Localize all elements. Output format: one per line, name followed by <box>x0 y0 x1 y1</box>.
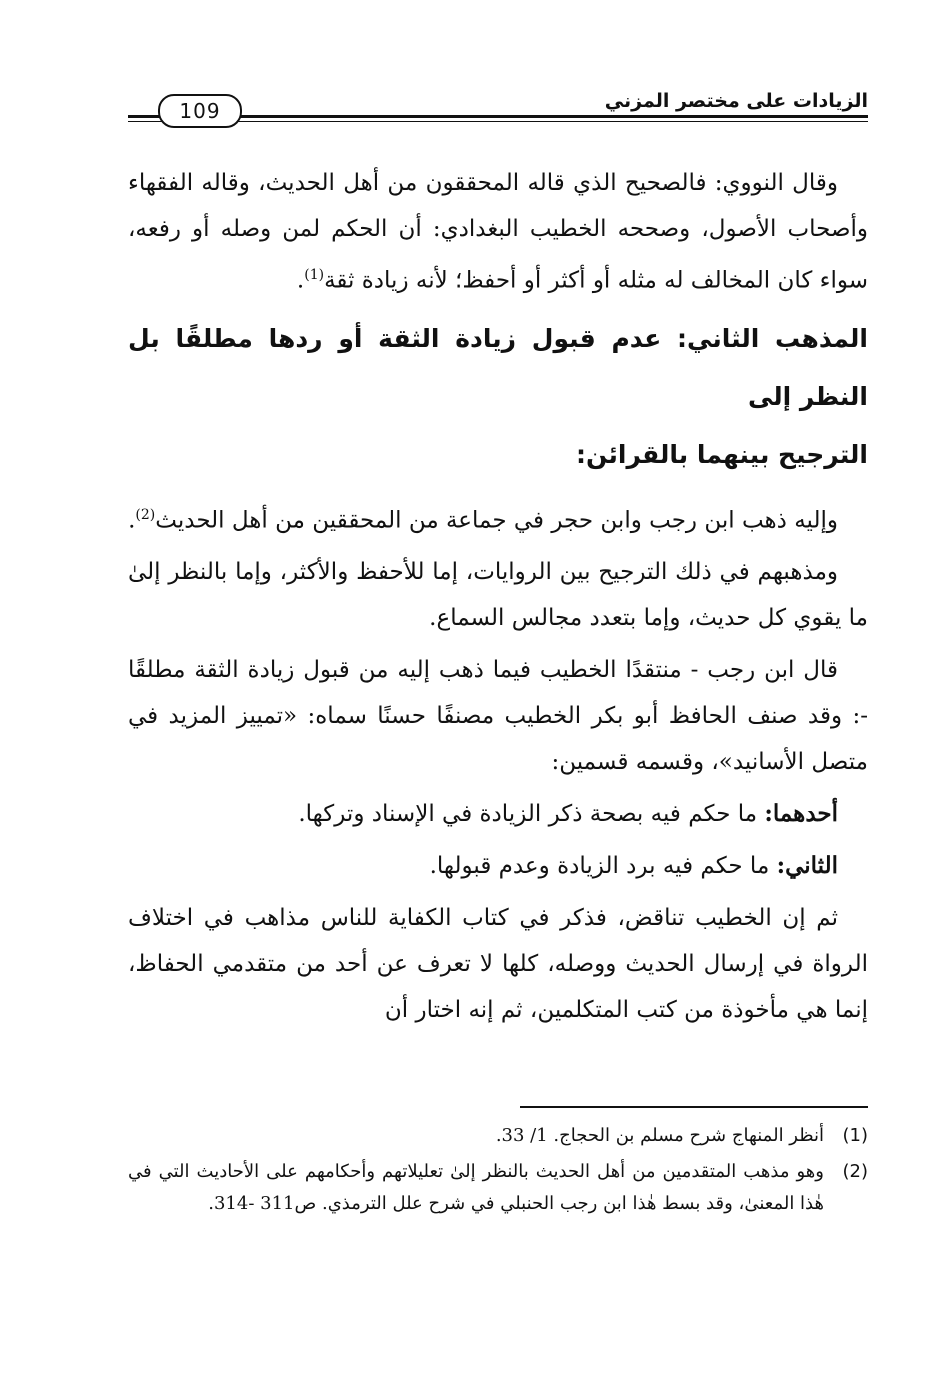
footnote <box>128 1120 868 1152</box>
footnote-separator <box>520 1106 868 1108</box>
paragraph-nawawi <box>128 160 868 304</box>
running-title: الزيادات على مختصر المزني <box>595 90 868 112</box>
footnote <box>128 1156 868 1220</box>
paragraph-quote: قال ابن رجب - منتقدًا الخطيب فيما ذهب إليه من قبول زيادة الثقة مطلقًا -: وقد صنف الحافظ أبو بكر الخطيب مصنفًا حسنًا سماه: «تمييز المزيد في متصل الأسانيد»، وقسمه قسمين: <box>128 657 868 776</box>
page-number: 109 <box>158 94 242 128</box>
section-heading <box>128 310 868 484</box>
paragraph-khatib: ثم إن الخطيب تناقض، فذكر في كتاب الكفاية للناس مذاهب في اختلاف الرواة في إرسال الحديث ووصله، كلها لا تعرف عن أحد من متقدمي الحفاظ، إنما هي مأخوذة من كتب المتكلمين، ثم إنه اختار أن <box>128 905 868 1024</box>
item-text: ما حكم فيه برد الزيادة وعدم قبولها. <box>429 853 777 880</box>
item-label: الثاني: <box>776 852 838 880</box>
footnote-ref: (1) <box>304 267 325 283</box>
footnote-text: أنظر المنهاج شرح مسلم بن الحجاج. 1/ 33. <box>495 1125 824 1146</box>
paragraph-text: وإليه ذهب ابن رجب وابن حجر في جماعة من المحققين من أهل الحديث <box>155 507 838 534</box>
paragraph-end: . <box>128 507 136 534</box>
item-text: ما حكم فيه بصحة ذكر الزيادة في الإسناد وتركها. <box>298 801 765 828</box>
paragraph-first-part <box>128 791 868 837</box>
footnote-number: (1) <box>842 1125 868 1146</box>
main-text <box>128 160 868 1039</box>
footnote-number: (2) <box>842 1161 868 1182</box>
footnotes <box>128 1120 868 1224</box>
footnote-ref: (2) <box>135 506 156 523</box>
footnote-text: وهو مذهب المتقدمين من أهل الحديث بالنظر إلىٰ تعليلاتهم وأحكامهم على الأحاديث التي في هٰذا المعنىٰ، وقد بسط هٰذا ابن رجب الحنبلي في شرح علل الترمذي. ص311 -314. <box>128 1161 824 1214</box>
paragraph-text: وقال النووي: فالصحيح الذي قاله المحققون من أهل الحديث، وقاله الفقهاء وأصحاب الأصول، وصححه الخطيب البغدادي: أن الحكم لمن وصله أو رفعه، سواء كان المخالف له مثله أو أكثر أو أحفظ؛ لأنه زيادة ثقة <box>128 170 868 294</box>
paragraph-second-part <box>128 843 868 889</box>
paragraph-end: . <box>296 267 305 294</box>
heading-line-1: المذهب الثاني: عدم قبول زيادة الثقة أو ردها مطلقًا بل النظر إلى <box>128 323 868 411</box>
heading-line-2: الترجيح بينهما بالقرائن: <box>576 439 868 469</box>
paragraph-ibn-rajab <box>128 492 868 544</box>
paragraph-madhab: ومذهبهم في ذلك الترجيح بين الروايات، إما للأحفظ والأكثر، وإما بالنظر إلىٰ ما يقوي كل حديث، وإما بتعدد مجالس السماع. <box>128 559 868 632</box>
page-header <box>128 90 868 130</box>
item-label: أحدهما: <box>764 800 838 828</box>
